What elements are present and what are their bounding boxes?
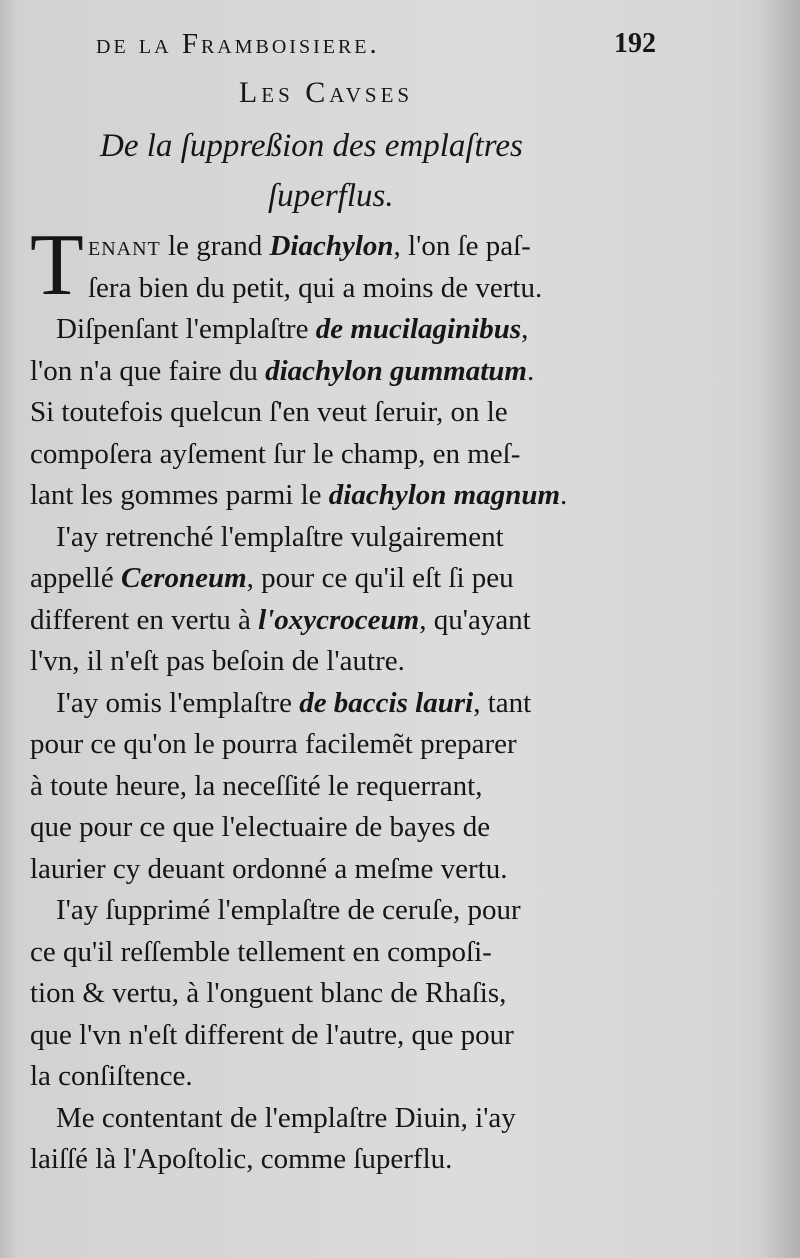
text-line <box>30 600 670 642</box>
text-run: Diſpenſant l'emplaſtre <box>56 313 316 345</box>
text-line <box>30 1056 670 1098</box>
page-number: 192 <box>614 28 656 59</box>
paragraph <box>30 683 670 891</box>
paragraph <box>30 517 670 683</box>
text-run: pour ce qu'on le pourra facilemẽt preparer <box>30 728 517 760</box>
text-run: . <box>526 354 535 387</box>
text-run: laurier cy deuant ordonné a meſme vertu. <box>30 852 508 885</box>
text-run: ſera bien du petit, qui a moins de vertu. <box>88 271 543 304</box>
text-line <box>30 641 670 683</box>
italic-term: de baccis lauri <box>299 686 474 719</box>
italic-term: Ceroneum <box>120 562 247 594</box>
text-run: la conſiſtence. <box>30 1060 193 1092</box>
text-run: I'ay retrenché l'emplaſtre vulgairement <box>56 520 504 553</box>
text-run: I'ay ſupprimé l'emplaſtre de ceruſe, pour <box>56 894 521 926</box>
paragraph <box>30 217 670 314</box>
paragraph <box>30 309 670 517</box>
text-line <box>30 1015 670 1057</box>
text-line <box>30 1139 670 1181</box>
text-line <box>30 683 670 725</box>
running-head <box>96 28 656 68</box>
text-line <box>30 1098 670 1140</box>
text-run: Me contentant de l'emplaſtre Diuin, i'ay <box>56 1101 516 1134</box>
text-line <box>30 932 670 974</box>
italic-term: diachylon gummatum <box>265 354 527 387</box>
text-run: , l'on ſe paſ- <box>393 230 531 262</box>
drop-cap: T <box>30 217 84 314</box>
text-line <box>30 226 670 268</box>
text-run: different en vertu à <box>30 603 259 636</box>
italic-term: diachylon magnum <box>328 479 561 511</box>
text-line <box>30 475 670 517</box>
text-run: lant les gommes parmi le <box>30 479 329 511</box>
text-run: Si toutefois quelcun ſ'en veut ſeruir, on le <box>30 396 508 428</box>
text-line <box>30 309 670 351</box>
body-text <box>30 217 670 1181</box>
text-line <box>30 434 670 476</box>
chapter-subtitle-continued: ſuperflus. <box>268 178 394 214</box>
text-line <box>30 890 670 932</box>
text-run: laiſſé là l'Apoſtolic, comme ſuperflu. <box>30 1143 453 1175</box>
text-run: appellé <box>30 562 121 594</box>
text-line <box>30 392 670 434</box>
text-run: . <box>560 479 568 511</box>
chapter-heading: Les Cavses <box>238 76 414 109</box>
text-run: , pour ce qu'il eſt ſi peu <box>246 562 514 594</box>
text-run: , <box>521 313 529 345</box>
text-run: le grand <box>160 230 270 262</box>
text-run: ce qu'il reſſemble tellement en compoſi- <box>30 935 492 968</box>
text-run: , qu'ayant <box>419 603 531 636</box>
page-edge-shadow <box>762 0 800 1258</box>
italic-term: Diachylon <box>269 230 394 262</box>
running-head-title: de la Framboisiere. <box>96 28 380 60</box>
text-run: que pour ce que l'electuaire de bayes de <box>30 811 491 843</box>
text-line <box>30 724 670 766</box>
italic-term: de mucilaginibus <box>315 313 522 345</box>
text-line <box>30 558 670 600</box>
text-line <box>30 973 670 1015</box>
text-line <box>30 807 670 849</box>
text-line <box>30 351 670 393</box>
text-run: compoſera ayſement ſur le champ, en meſ- <box>30 437 521 470</box>
text-line <box>30 849 670 891</box>
lead-word: enant <box>88 230 161 262</box>
text-run: tion & vertu, à l'onguent blanc de Rhaſis, <box>30 977 507 1009</box>
paragraph <box>30 1098 670 1181</box>
paragraph <box>30 890 670 1098</box>
text-run: I'ay omis l'emplaſtre <box>56 686 300 719</box>
text-line <box>30 268 670 310</box>
text-run: que l'vn n'eſt different de l'autre, que pour <box>30 1018 514 1051</box>
text-run: l'on n'a que faire du <box>30 354 266 387</box>
italic-term: l'oxycroceum <box>258 603 420 636</box>
text-run: à toute heure, la neceſſité le requerrant, <box>30 769 483 802</box>
chapter-subtitle: De la ſuppreßion des emplaſtres <box>100 128 523 164</box>
text-line <box>30 517 670 559</box>
text-run: l'vn, il n'eſt pas beſoin de l'autre. <box>30 645 405 677</box>
text-run: , tant <box>473 686 532 719</box>
text-line <box>30 766 670 808</box>
